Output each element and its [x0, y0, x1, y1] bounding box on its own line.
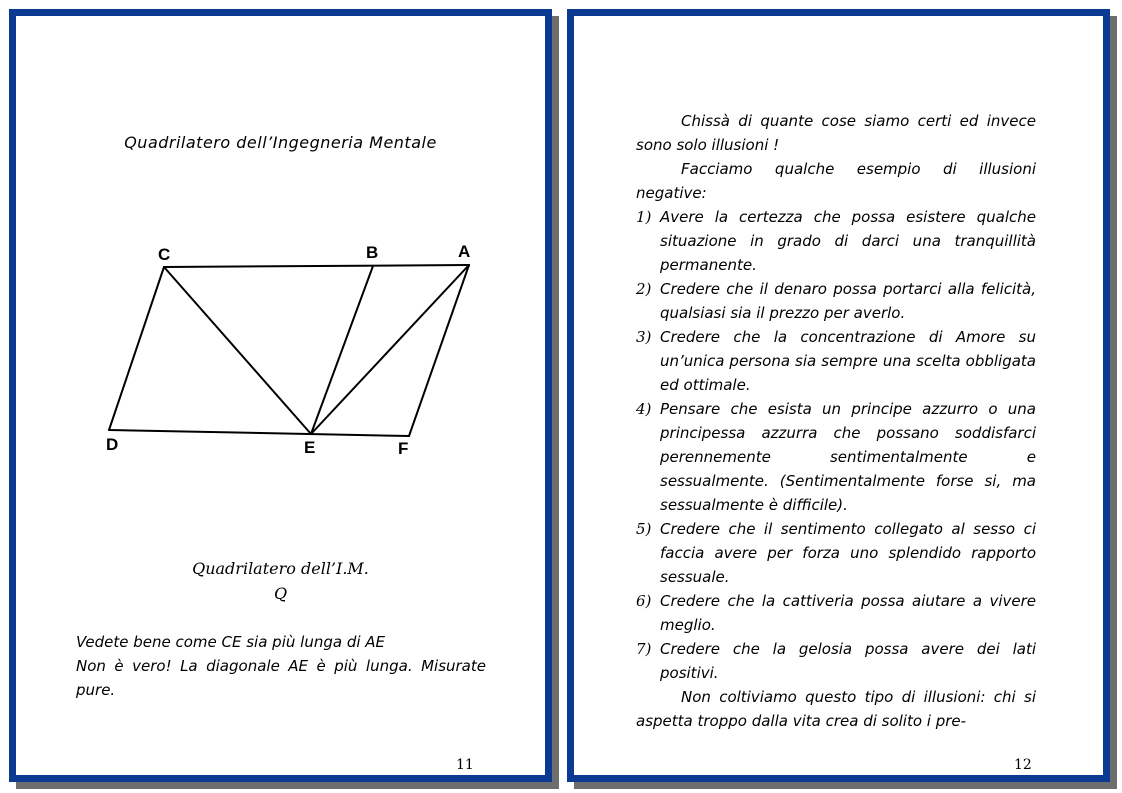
- list-item-number: 5): [636, 520, 652, 538]
- page-number: 12: [1014, 757, 1032, 773]
- list-item-number: 1): [636, 208, 652, 226]
- list-item-number: 4): [636, 400, 652, 418]
- paragraph: Non è vero! La diagonale AE è più lunga. Misurate pure.: [76, 657, 486, 699]
- vertex-label-c: C: [158, 245, 171, 264]
- vertex-label-f: F: [398, 439, 409, 458]
- list-item: [636, 637, 1036, 685]
- list-item-number: 7): [636, 640, 652, 658]
- list-item: [636, 325, 1036, 397]
- list-item: [636, 589, 1036, 637]
- edge-c-a: [164, 265, 469, 267]
- diagram-caption-symbol: Q: [273, 584, 288, 603]
- vertex-label-b: B: [366, 243, 379, 262]
- list-item-text: Credere che il sentimento collegato al sesso ci faccia avere per forza uno splendido rapporto sessuale.: [660, 520, 1036, 586]
- paragraph: Chissà di quante cose siamo certi ed invece sono solo illusioni !: [636, 112, 1036, 154]
- list-item-text: Avere la certezza che possa esistere qualche situazione in grado di darci una tranquillità permanente.: [660, 208, 1036, 274]
- diagram-caption: Quadrilatero dell’I.M.: [192, 559, 369, 578]
- vertex-label-e: E: [304, 438, 316, 457]
- list-item-text: Pensare che esista un principe azzurro o una principessa azzurra che possano soddisfarci perennemente sentimentalmente e sessualmente. (Sentimentalmente forse si, ma sessualmente è difficile).: [660, 400, 1036, 514]
- edge-c-d: [109, 267, 164, 430]
- list-item-number: 2): [636, 280, 652, 298]
- list-item-text: Credere che la concentrazione di Amore su un’unica persona sia sempre una scelta obbligata ed ottimale.: [660, 328, 1036, 394]
- vertex-label-d: D: [106, 435, 119, 454]
- right-page-text: [636, 109, 1036, 733]
- paragraph: Non coltiviamo questo tipo di illusioni: chi si aspetta troppo dalla vita crea di solito i pre-: [636, 688, 1036, 730]
- edge-a-e: [311, 265, 469, 434]
- edge-b-e: [311, 266, 373, 434]
- quadrilateral-diagram: [96, 226, 486, 466]
- list-item-text: Credere che il denaro possa portarci alla felicità, qualsiasi sia il prezzo per averlo.: [660, 280, 1036, 322]
- left-page-text: [76, 630, 486, 702]
- paragraph: Vedete bene come CE sia più lunga di AE: [76, 633, 386, 651]
- list-item: [636, 205, 1036, 277]
- edge-a-f: [409, 265, 469, 436]
- edge-c-e: [164, 267, 311, 434]
- list-item-number: 6): [636, 592, 652, 610]
- right-page: [567, 9, 1110, 782]
- edge-d-f: [109, 430, 409, 436]
- vertex-label-a: A: [458, 242, 471, 261]
- list-item-text: Credere che la cattiveria possa aiutare a vivere meglio.: [660, 592, 1036, 634]
- list-item: [636, 397, 1036, 517]
- page-number: 11: [456, 757, 474, 773]
- list-item-text: Credere che la gelosia possa avere dei lati positivi.: [660, 640, 1036, 682]
- left-page-title: Quadrilatero dell’Ingegneria Mentale: [124, 133, 437, 152]
- paragraph: Facciamo qualche esempio di illusioni negative:: [636, 160, 1036, 202]
- list-item-number: 3): [636, 328, 652, 346]
- list-item: [636, 277, 1036, 325]
- list-item: [636, 517, 1036, 589]
- left-page: [9, 9, 552, 782]
